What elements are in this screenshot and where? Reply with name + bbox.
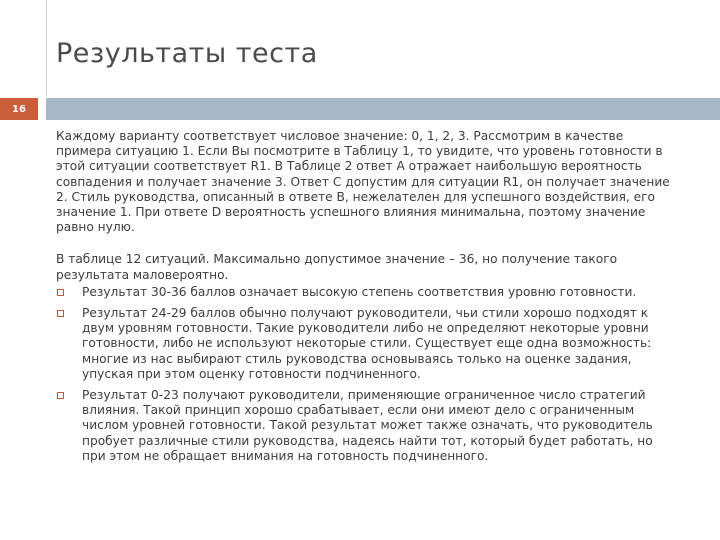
slide-title: Результаты теста: [56, 38, 318, 69]
list-item: [56, 388, 676, 464]
square-bullet-icon: [57, 289, 64, 296]
list-item-text: Результат 0-23 получают руководители, применяющие ограниченное число стратегий влияния. Такой принцип хорошо срабатывает, если они имеют дело с ограниченным числом уровней готовности. Такой результат может также означать, что руководитель пробует различные стили руководства, надеясь найти тот, который будет работать, но при этом не обращает внимания на готовность подчиненного.: [82, 388, 653, 463]
title-divider-vertical: [46, 0, 47, 96]
square-bullet-icon: [57, 392, 64, 399]
paragraph-intro: Каждому варианту соответствует числовое значение: 0, 1, 2, 3. Рассмотрим в качестве примера ситуацию 1. Если Вы посмотрите в Таблицу 1, то увидите, что уровень готовности в этой ситуации соответствует R1. В Таблице 2 ответ А отражает наибольшую вероятность совпадения и получает значение 3. Ответ С допустим для ситуации R1, он получает значение 2. Стиль руководства, описанный в ответе В, нежелателен для успешного воздействия, его значение 1. При ответе D вероятность успешного влияния минимальна, поэтому значение равно нулю.: [56, 129, 670, 235]
list-item: [56, 306, 676, 382]
header-bar: [0, 98, 720, 120]
slide-number: 16: [0, 98, 38, 120]
list-item-text: Результат 30-36 баллов означает высокую степень соответствия уровню готовности.: [82, 284, 637, 299]
paragraph-summary: В таблице 12 ситуаций. Максимально допустимое значение – 36, но получение такого результата маловероятно.: [56, 252, 618, 282]
list-item-text: Результат 24-29 баллов обычно получают руководители, чьи стили хорошо подходят к двум уровням готовности. Такие руководители либо не определяют некоторые уровни готовности, либо не используют некоторые стили. Существует еще одна возможность: многие из нас выбирают стиль руководства основываясь только на оценке задания, упуская при этом оценку готовности подчиненного.: [82, 306, 652, 381]
header-bar-fill: [46, 98, 720, 120]
results-list: [56, 285, 676, 464]
square-bullet-icon: [57, 310, 64, 317]
slide-content: [56, 129, 676, 470]
list-item: [56, 285, 676, 300]
